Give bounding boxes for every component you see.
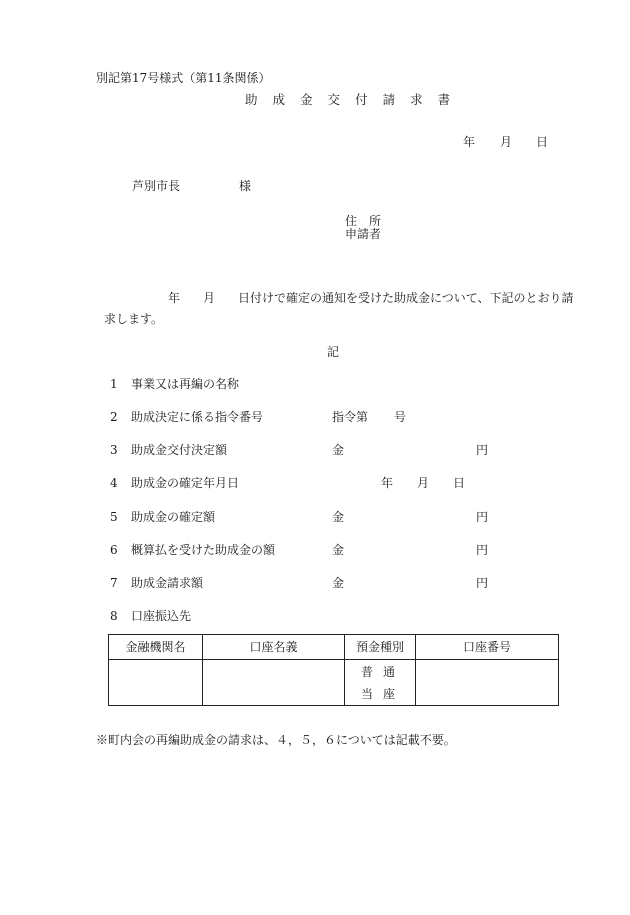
item-label: 事業又は再編の名称 [131,377,240,391]
date-year-label: 年 [463,135,476,149]
item-label: 概算払を受けた助成金の額 [131,543,276,557]
item-label: 助成金の確定額 [131,510,216,524]
list-item [0,610,630,624]
item-number: 1 [110,377,118,391]
list-item [0,544,630,558]
item-label: 助成金の確定年月日 [131,476,240,490]
item-day-label: 日 [453,476,466,490]
list-item [0,444,630,458]
amount-suffix: 円 [476,576,489,590]
table-header-row [109,635,559,660]
list-item [0,511,630,525]
header-account-holder: 口座名義 [203,635,345,660]
date-day-label: 日 [536,135,549,149]
title-char: 付 [355,92,368,107]
item-year-label: 年 [381,476,394,490]
item-label: 口座振込先 [131,609,192,623]
item-number: 2 [110,410,118,424]
item-number: 6 [110,543,118,557]
body-line2-text: 求します。 [104,312,164,326]
header-account-type: 預金種別 [345,635,416,660]
bank-account-table [108,634,559,706]
amount-suffix: 円 [476,543,489,557]
directive-suffix: 号 [394,410,407,424]
amount-prefix: 金 [332,443,345,457]
document-title [245,94,450,107]
item-number: 7 [110,576,118,590]
addressee-name: 芦別市長 [132,179,181,193]
addressee-honorific: 様 [239,179,252,193]
item-month-label: 月 [417,476,430,490]
directive-prefix: 指令第 [332,410,369,424]
footnote: ※町内会の再編助成金の請求は、４，５，６については記載不要。 [96,733,456,747]
item-number: 4 [110,476,118,490]
account-type-current: 当座 [360,686,405,701]
ki-heading: 記 [327,345,340,359]
applicant-label: 申請者 [345,227,382,241]
table-row [109,660,559,706]
item-label: 助成金交付決定額 [131,443,228,457]
amount-prefix: 金 [332,510,345,524]
account-holder-cell[interactable] [203,660,345,706]
date-month-label: 月 [500,135,513,149]
body-year-label: 年 [168,291,181,305]
amount-suffix: 円 [476,510,489,524]
item-number: 3 [110,443,118,457]
list-item [0,378,630,392]
title-char: 書 [437,92,451,107]
header-bank-name: 金融機関名 [109,635,203,660]
account-type-cell[interactable] [345,660,416,706]
amount-suffix: 円 [476,443,489,457]
account-type-ordinary: 普通 [360,664,405,679]
amount-prefix: 金 [332,543,345,557]
body-month-label: 月 [203,291,216,305]
amount-prefix: 金 [332,576,345,590]
list-item [0,477,630,491]
header-account-number: 口座番号 [416,635,559,660]
item-label: 助成決定に係る指令番号 [131,410,264,424]
list-item [0,577,630,591]
title-char: 求 [410,92,423,107]
title-char: 成 [272,92,286,107]
item-number: 5 [110,510,118,524]
address-label: 住 所 [345,214,382,228]
item-label: 助成金請求額 [131,576,204,590]
list-item [0,411,630,425]
item-number: 8 [110,609,118,623]
bank-name-cell[interactable] [109,660,203,706]
title-char: 助 [245,92,258,107]
title-char: 金 [300,92,313,107]
body-line1-text: 日付けで確定の通知を受けた助成金について、下記のとおり請 [238,291,574,305]
account-number-cell[interactable] [416,660,559,706]
form-reference: 別記第17号様式（第11条関係） [96,71,271,85]
title-char: 交 [327,92,341,107]
title-char: 請 [382,92,396,107]
